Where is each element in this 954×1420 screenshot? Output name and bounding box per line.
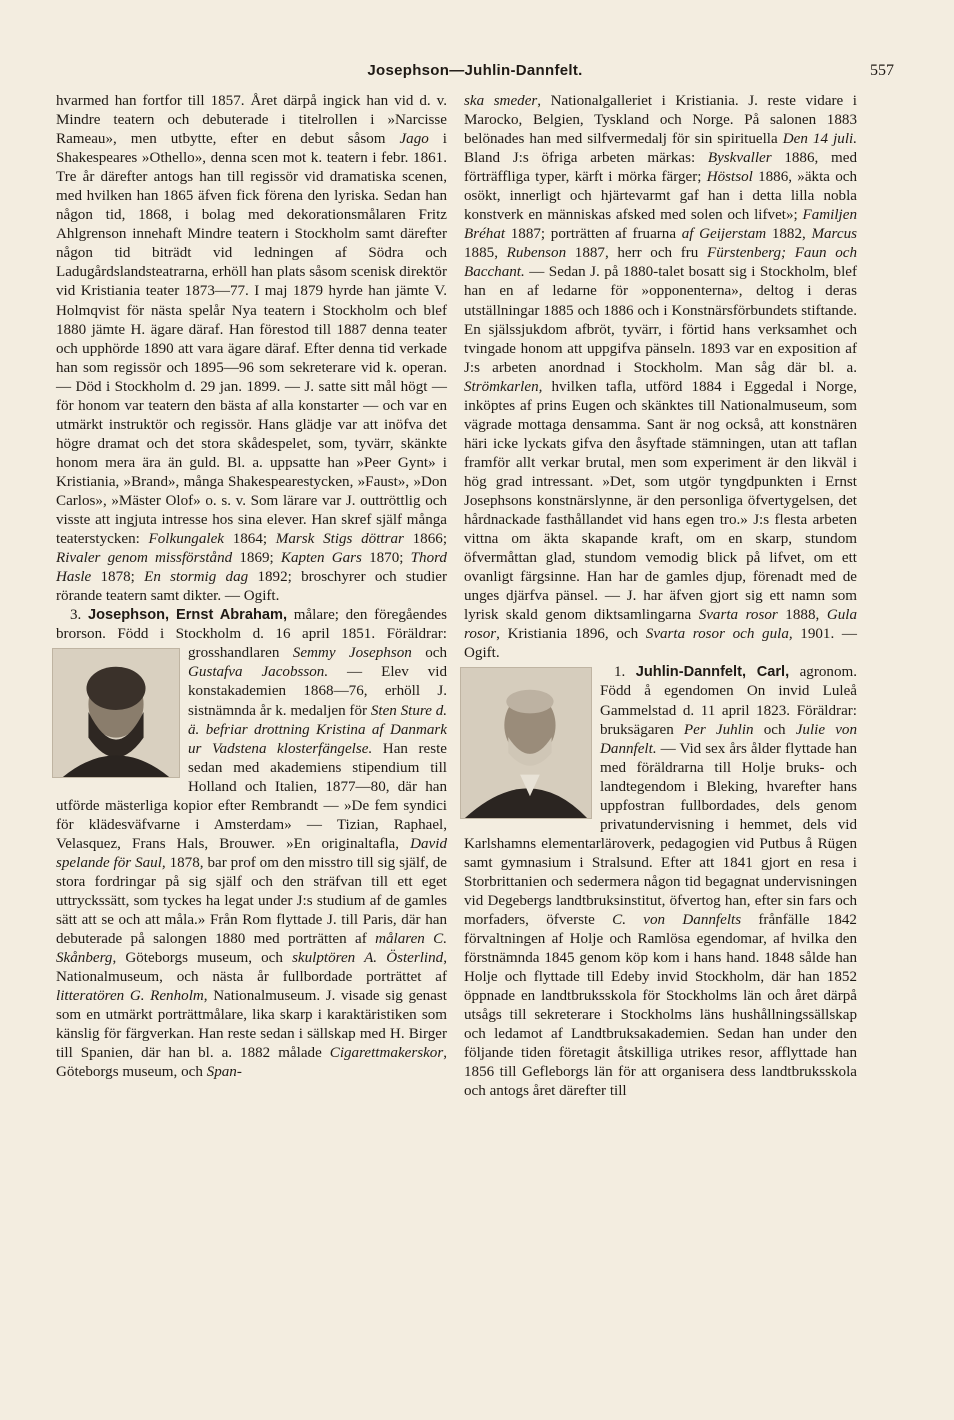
entry-josephson-ernst: 3. Josephson, Ernst Abraham, målare; den föregåendes brorson. Född i Stockholm d. 16 april 1851. Föräldrar: grosshandlaren Semmy Josephson och Gustafva Jacobsson. — Elev vid konstakademien 1868—76, erhöll J. sistnämnda år k. medaljen för Sten Sture d. ä. befriar drottning Kristina af Danmark ur Vadstena klosterfängelse. Han reste sedan med akademiens stipendium till Holland och Italien, 1877—80, där han utförde mästerliga kopior efter Rembrandt — »De fem syndici för klädesväfvarne i Amsterdam» — Tizian, Raphael, Velasquez, Frans Hals, Brouwer. »En originaltafla, David spelande för Saul, 1878, bar prof om den misstro till sig själf, de stora fordringar på sig själf och den sträfvan till ett eget uttryckssätt, som tyckes ha legat under J:s studium af de gamles sätt att se och att måla.» Från Rom flyttade J. till Paris, där han debuterade på salongen 1880 med porträtten af målaren C. Skånberg, Göteborgs museum, och skulptören A. Österlind, Nationalmuseum, och nästa år fullbordade porträttet af litteratören G. Renholm, Nationalmuseum. J. visade sig genast som en utmärkt porträttmålare, lika skarp i karaktäristiken som känslig för färgverkan. Han reste sedan i sällskap med H. Birger till Spanien, där han bl. a. 1882 målade Cigarettmakerskor, Göteborgs museum, och Span-: [56, 606, 447, 1082]
entry-name: Josephson, Ernst Abraham,: [87, 607, 288, 624]
portrait-carl-juhlin-dannfelt: [460, 667, 592, 819]
paragraph-josephson-ernst-cont: ska smeder, Nationalgalleriet i Kristiania. J. reste vidare i Marocko, Belgien, Tyskland och Norge. På salonen 1883 belönades han med silfvermedalj för sin spirituella Den 14 juli. Bland J:s öfriga arbeten märkas: Byskvaller 1886, med förträffliga typer, kärft i mörka färger; Höstsol 1886, »äkta och osökt, innerligt och hjärtevarmt gaf han i detta lilla nobla konstverk en människas afsked med solen och lifvet»; Familjen Bréhat 1887; porträtten af fruarna af Geijerstam 1882, Marcus 1885, Rubenson 1887, herr och fru Fürstenberg; Faun och Bacchant. — Sedan J. på 1880-talet bosatt sig i Stockholm, blef han en af ledarne för »opponenterna», deltog i deras utställningar 1885 och 1886 och i Konstnärsförbundets stiftande. En själssjukdom afbröt, tyvärr, i förtid hans verksamhet och tvingade honom att uppgifva pänseln. 1893 var en exposition af J:s arbeten anordnad i Stockholm. Man såg där bl. a. Strömkarlen, hvilken tafla, utförd 1884 i Eggedal i Norge, inköptes af prins Eugen och skänktes till Nationalmuseum, som vägrade mottaga densamma. Sant är nog också, att konstnären häri icke lyckats gifva den åsyftade stämningen, utan att taflan framför allt verkar brutal, men som experiment är den likväl i hög grad intressant. »Det, som utgör tyngdpunkten i Ernst Josephsons konstnärslynne, är den personliga öfvertygelsen, det hårdnackade fasthållandet vid hans egen tro.» J:s flesta arbeten vittna om äkta skapande kraft, om en skarp, stundom öfvermåttan glad, stundom vemodig blick på lifvet, om ett ovanligt färgsinne. Han har de gamles djup, förenadt med de unges djärfva pänsel. — J. har äfven gjort sig ett namn som lyrisk skald genom diktsamlingarna Svarta rosor 1888, Gula rosor, Kristiania 1896, och Svarta rosor och gula, 1901. — Ogift.: [464, 93, 858, 662]
page-header: [56, 62, 894, 88]
left-column: [56, 92, 447, 1082]
running-title: Josephson—Juhlin-Dannfelt.: [367, 62, 583, 79]
entry-name: Juhlin-Dannfelt, Carl,: [635, 664, 790, 681]
right-column: [464, 92, 857, 1101]
page-number: 557: [870, 62, 894, 79]
portrait-ernst-josephson: [52, 648, 180, 778]
entry-juhlin-dannfelt-carl: 1. Juhlin-Dannfelt, Carl, agronom. Född å egendomen On invid Luleå Gammelstad d. 11 april 1823. Föräldrar: bruksägaren Per Juhlin och Julie von Dannfelt. — Vid sex års ålder flyttade han med föräldrarna till Holje bruks- och landtegendom i Bleking, hvarefter hans uppfostran fullbordades, dels genom privatundervisning i hemmet, dels vid Karlshamns elementarläroverk, pedagogien vid Putbus å Rügen samt gymnasium i Stralsund. Efter att 1841 gjort en resa i Storbrittanien och sedermera någon tid begagnat undervisningen vid Degebergs landtbruksinstitut, öfvertog han, efter sin fars och morfaders, öfverste C. von Dannfelts frånfälle 1842 förvaltningen af Holje och Ramlösa egendomar, af hvilka den förstnämnda 1845 genom köp kom i hans hand. 1848 sålde han Holje och flyttade till Edeby invid Stockholm, där han 1852 öppnade en landtbruksskola för Stockholms län och året därpå utsågs till sekreterare i Stockholms läns hushållningssällskap och ledamot af Landtbruksakademien. Sedan han under den följande tiden företagit åtskilliga utrikes resor, afflyttade han 1856 till Gefleborgs län för att organisera dess landtbruksskola och antogs året därefter till: [464, 663, 857, 1101]
paragraph-josephson-ludvig-cont: hvarmed han fortfor till 1857. Året därpå ingick han vid d. v. Mindre teatern och debuterade i titelrollen i »Narcisse Rameau», men utbytte, efter en debut såsom Jago i Shakespeares »Othello», denna scen mot k. teatern i febr. 1861. Tre år därefter antogs han till regissör vid dramatiska scenen, med hvilken han 1865 äfven fick förena den lyriska. Sedan han någon tid, 1868, i bolag med dekorationsmålaren Fritz Ahlgrenson innehaft Mindre teatern i Stockholm samt därefter någon tid biträdt vid ledningen af Södra och Ladugårdslandsteatrarna, erhöll han plats såsom scenisk direktör vid Kristiania teater 1873—77. I maj 1879 hyrde han jämte V. Holmqvist för nästa spelår Nya teatern i Stockholm och blef 1880 jämte H. ägare däraf. Han förestod till 1887 denna teater och upphörde 1890 att vara ägare däraf. Efter denna tid verkade han som regissör och 1895—96 som sekreterare vid k. operan. — Död i Stockholm d. 29 jan. 1899. — J. satte sitt mål högt — för honom var teatern den bästa af alla konstarter — och var en utmärkt instruktör och regissör. Hans glädje var att inöfva det högre dramat och det stora skådespelet, som, tyvärr, skänkte honom mera ära än guld. Bl. a. uppsatte han »Peer Gynt» i Kristiania, »Brand», många Shakespearestycken, »Faust», »Don Carlos», »Mäster Olof» o. s. v. Som lärare var J. outtröttlig och visste att ingjuta intresse hos sina elever. Han skref själf många teaterstycken: Folkungalek 1864; Marsk Stigs döttrar 1866; Rivaler genom missförstånd 1869; Kapten Gars 1870; Thord Hasle 1878; En stormig dag 1892; broschyrer och studier rörande teatern samt dikter. — Ogift.: [56, 93, 448, 605]
